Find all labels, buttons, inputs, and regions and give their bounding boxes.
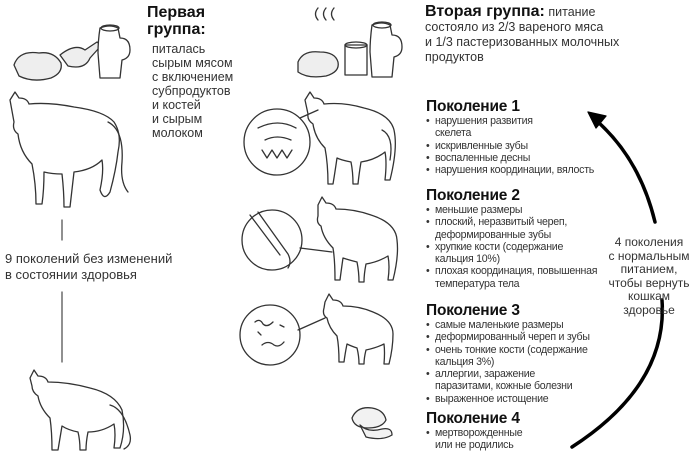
symptom-item: • плоский, неразвитый череп, деформированные зубы bbox=[426, 216, 575, 241]
desc-line: и костей bbox=[152, 98, 201, 112]
cooked-food-illustration bbox=[298, 8, 402, 77]
symptom-item: • аллергии, заражение паразитами, кожные болезни bbox=[426, 368, 595, 393]
gen1-cat bbox=[305, 92, 395, 184]
desc-line: с включением bbox=[152, 70, 234, 84]
generation-2 bbox=[426, 187, 601, 290]
symptom-item: • выраженное истощение bbox=[426, 393, 601, 405]
group1-description bbox=[152, 42, 233, 140]
symptom-item: • нарушения развития скелета bbox=[426, 115, 555, 140]
desc-line: и сырым bbox=[152, 112, 203, 126]
desc-line: продуктов bbox=[425, 50, 484, 64]
symptom-item: • плохая координация, повышенная температура тела bbox=[426, 265, 605, 290]
desc-line: сырым мясом bbox=[152, 56, 233, 70]
result-line: в состоянии здоровья bbox=[5, 267, 137, 282]
healthy-cat-top bbox=[10, 92, 128, 207]
symptom-item: • меньшие размеры bbox=[426, 204, 601, 216]
desc-line: питалась bbox=[152, 42, 206, 56]
generation-4 bbox=[426, 410, 546, 452]
group2-title: Вторая группа: bbox=[425, 3, 545, 20]
symptom-item: • деформированный череп и зубы bbox=[426, 331, 601, 343]
group2-header bbox=[425, 3, 700, 65]
note-line: 4 поколения bbox=[614, 235, 684, 249]
note-line: питанием, bbox=[620, 262, 678, 276]
group1-title: Первая группа: bbox=[147, 4, 206, 38]
generation-3 bbox=[426, 302, 601, 405]
desc-line: субпродуктов bbox=[152, 84, 231, 98]
gen2-bone-magnifier bbox=[242, 210, 332, 270]
note-line: с нормальным bbox=[608, 248, 690, 263]
gen3-cat bbox=[323, 294, 393, 364]
gen4-kittens bbox=[352, 408, 392, 439]
desc-line: питание bbox=[548, 5, 596, 19]
generation-title: Поколение 2 bbox=[426, 187, 520, 204]
note-line: кошкам bbox=[627, 289, 671, 303]
desc-line: молоком bbox=[152, 126, 203, 140]
symptom-item: • воспаленные десны bbox=[426, 152, 636, 164]
gen2-cat bbox=[317, 197, 397, 282]
healthy-cat-bottom bbox=[30, 370, 130, 450]
gen3-skin-magnifier bbox=[240, 305, 325, 365]
desc-line: состояло из 2/3 вареного мяса bbox=[425, 20, 604, 34]
symptom-item: • нарушения координации, вялость bbox=[426, 164, 636, 176]
gen1-skull-magnifier bbox=[244, 109, 318, 175]
group1-result bbox=[5, 251, 172, 283]
result-line: 9 поколений без изменений bbox=[5, 251, 173, 266]
symptom-item: • искривленные зубы bbox=[426, 140, 636, 152]
generation-title: Поколение 1 bbox=[426, 98, 520, 115]
recovery-note bbox=[603, 236, 695, 317]
note-line: здоровье bbox=[623, 302, 675, 317]
symptom-item: • самые маленькие размеры bbox=[426, 319, 601, 331]
raw-food-illustration bbox=[14, 25, 130, 80]
symptom-item: • хрупкие кости (содержание кальция 10%) bbox=[426, 241, 585, 266]
generation-title: Поколение 4 bbox=[426, 410, 520, 427]
generation-title: Поколение 3 bbox=[426, 302, 520, 319]
note-line: чтобы вернуть bbox=[608, 275, 690, 290]
symptom-item: • очень тонкие кости (содержание кальция 3%) bbox=[426, 344, 600, 369]
symptom-item: • мертворожденные или не родились bbox=[426, 427, 535, 452]
desc-line: и 1/3 пастеризованных молочных bbox=[425, 35, 620, 49]
generation-1 bbox=[426, 98, 636, 176]
